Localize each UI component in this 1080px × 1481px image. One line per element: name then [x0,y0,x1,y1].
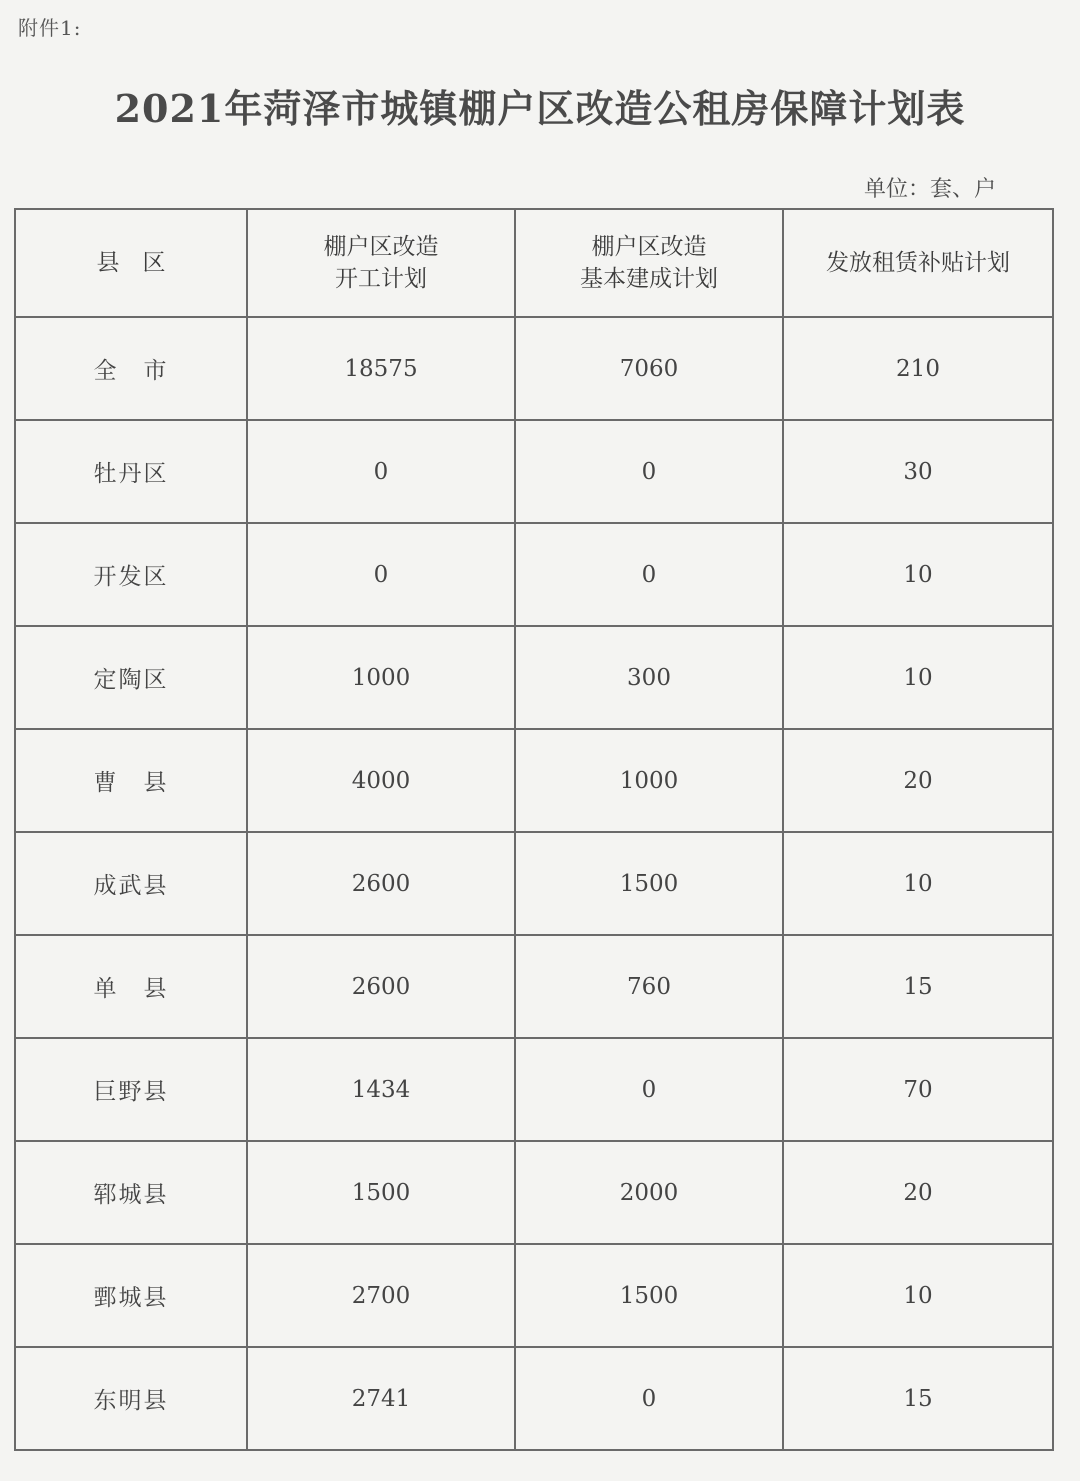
county-cell: 郓城县 [15,1141,247,1244]
table-row [15,1244,1053,1347]
completion-plan-cell: 1000 [515,729,783,832]
subsidy-plan-cell: 10 [783,1244,1053,1347]
completion-plan-cell: 1500 [515,1244,783,1347]
table-header [15,209,1053,317]
county-cell: 牡丹区 [15,420,247,523]
subsidy-plan-cell: 210 [783,317,1053,420]
county-cell: 开发区 [15,523,247,626]
header-county-line: 县 区 [96,250,166,276]
county-cell: 东明县 [15,1347,247,1450]
header-completion-plan [515,209,783,317]
completion-plan-cell: 0 [515,1347,783,1450]
county-cell: 鄄城县 [15,1244,247,1347]
header-subsidy-plan-line: 发放租赁补贴计划 [826,250,1010,276]
start-plan-cell: 2600 [247,832,515,935]
start-plan-cell: 4000 [247,729,515,832]
county-cell: 定陶区 [15,626,247,729]
start-plan-cell: 2741 [247,1347,515,1450]
county-cell: 单 县 [15,935,247,1038]
subsidy-plan-cell: 15 [783,1347,1053,1450]
document-title: 2021年菏泽市城镇棚户区改造公租房保障计划表 [114,86,966,131]
completion-plan-cell: 760 [515,935,783,1038]
table-row [15,832,1053,935]
completion-plan-cell: 1500 [515,832,783,935]
county-cell: 全 市 [15,317,247,420]
table-row [15,935,1053,1038]
header-row [15,209,1053,317]
header-start-plan-line-2: 开工计划 [335,266,427,292]
table-row [15,1038,1053,1141]
subsidy-plan-cell: 20 [783,1141,1053,1244]
subsidy-plan-cell: 10 [783,626,1053,729]
header-completion-plan-line-2: 基本建成计划 [580,266,718,292]
completion-plan-cell: 0 [515,420,783,523]
start-plan-cell: 2600 [247,935,515,1038]
table-row [15,523,1053,626]
unit-label: 单位：套、户 [863,177,996,202]
subsidy-plan-cell: 10 [783,523,1053,626]
completion-plan-cell: 7060 [515,317,783,420]
attachment-label: 附件1: [18,16,82,40]
plan-table [14,208,1054,1451]
completion-plan-cell: 0 [515,1038,783,1141]
start-plan-cell: 0 [247,420,515,523]
table-row [15,1141,1053,1244]
table-row [15,420,1053,523]
table-body [15,317,1053,1450]
header-subsidy-plan [783,209,1053,317]
header-county [15,209,247,317]
completion-plan-cell: 0 [515,523,783,626]
subsidy-plan-cell: 70 [783,1038,1053,1141]
start-plan-cell: 1000 [247,626,515,729]
county-cell: 成武县 [15,832,247,935]
start-plan-cell: 1434 [247,1038,515,1141]
start-plan-cell: 1500 [247,1141,515,1244]
start-plan-cell: 18575 [247,317,515,420]
subsidy-plan-cell: 15 [783,935,1053,1038]
subsidy-plan-cell: 10 [783,832,1053,935]
subsidy-plan-cell: 30 [783,420,1053,523]
completion-plan-cell: 2000 [515,1141,783,1244]
county-cell: 曹 县 [15,729,247,832]
table-row [15,729,1053,832]
header-start-plan [247,209,515,317]
completion-plan-cell: 300 [515,626,783,729]
table-row [15,317,1053,420]
table-row [15,626,1053,729]
start-plan-cell: 0 [247,523,515,626]
header-completion-plan-line-1: 棚户区改造 [591,234,707,260]
table-row [15,1347,1053,1450]
county-cell: 巨野县 [15,1038,247,1141]
header-start-plan-line-1: 棚户区改造 [323,234,439,260]
start-plan-cell: 2700 [247,1244,515,1347]
subsidy-plan-cell: 20 [783,729,1053,832]
